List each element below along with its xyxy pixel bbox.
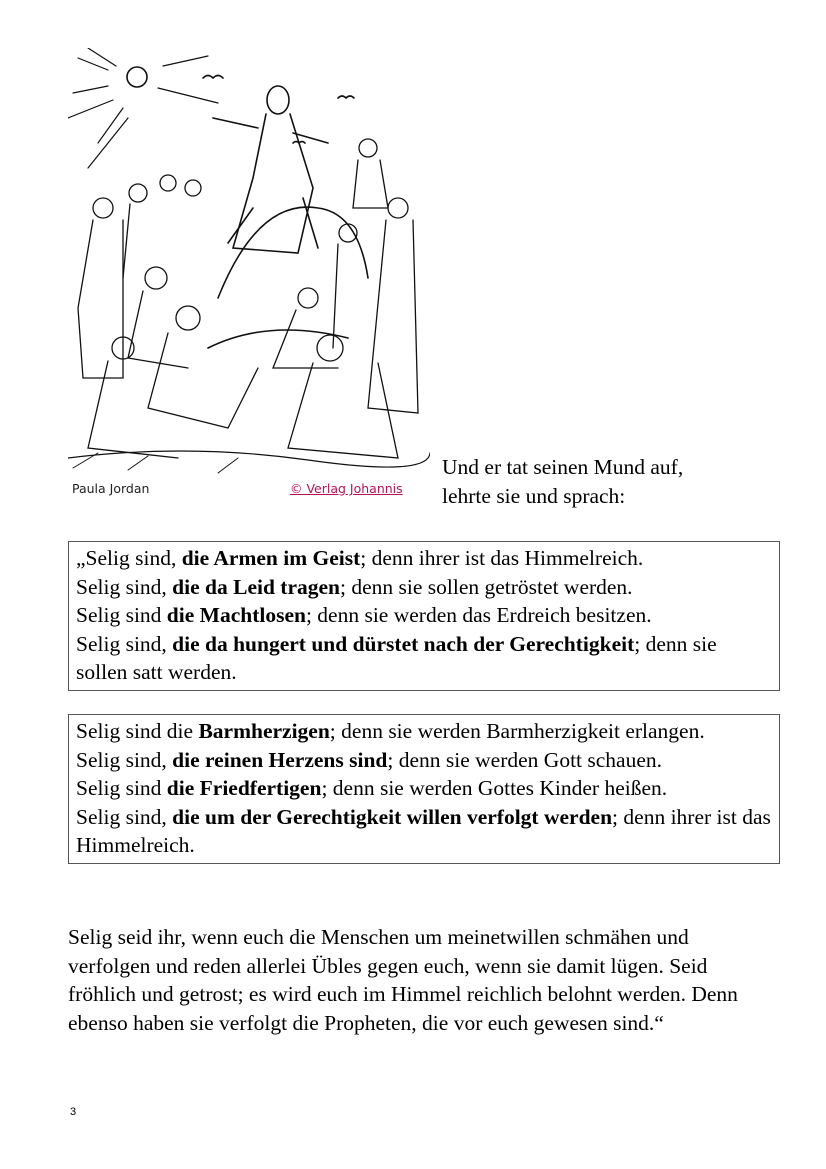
beatitude: „Selig sind, die Armen im Geist; denn ihrer ist das Himmelreich. [76, 546, 644, 570]
intro-line: Und er tat seinen Mund auf, [442, 455, 684, 479]
closing-paragraph: Selig seid ihr, wenn euch die Menschen um meinetwillen schmähen und verfolgen und reden allerlei Übles gegen euch, wenn sie damit lügen. Seid fröhlich und getrost; es wird euch im Himmel reichlich belohnt werden. Denn ebenso haben sie verfolgt die Propheten, die vor euch gewesen sind.“ [68, 925, 738, 1035]
beatitude: Selig sind die Friedfertigen; denn sie werden Gottes Kinder heißen. [76, 776, 668, 801]
beatitude: Selig sind, die um der Gerechtigkeit willen verfolgt werden; denn ihrer ist das Himmelreich. [76, 804, 771, 858]
page-number: 3 [70, 1106, 77, 1118]
beatitudes-box-2 [68, 714, 780, 864]
illustration-credit-publisher-link[interactable]: © Verlag Johannis [290, 481, 403, 496]
illustration-credit-author: Paula Jordan [72, 481, 150, 496]
beatitudes-box-1 [68, 541, 780, 691]
beatitude: Selig sind, die da hungert und dürstet nach der Gerechtigkeit; denn sie sollen satt werden. [76, 631, 717, 685]
intro-line: lehrte sie und sprach: [442, 484, 626, 508]
intro-text [442, 453, 772, 511]
beatitude: Selig sind die Barmherzigen; denn sie werden Barmherzigkeit erlangen. [76, 719, 705, 743]
beatitude: Selig sind, die da Leid tragen; denn sie sollen getröstet werden. [76, 574, 633, 599]
beatitude: Selig sind, die reinen Herzens sind; denn sie werden Gott schauen. [76, 747, 663, 772]
sermon-on-the-mount-illustration [68, 48, 430, 503]
beatitude: Selig sind die Machtlosen; denn sie werden das Erdreich besitzen. [76, 603, 652, 628]
